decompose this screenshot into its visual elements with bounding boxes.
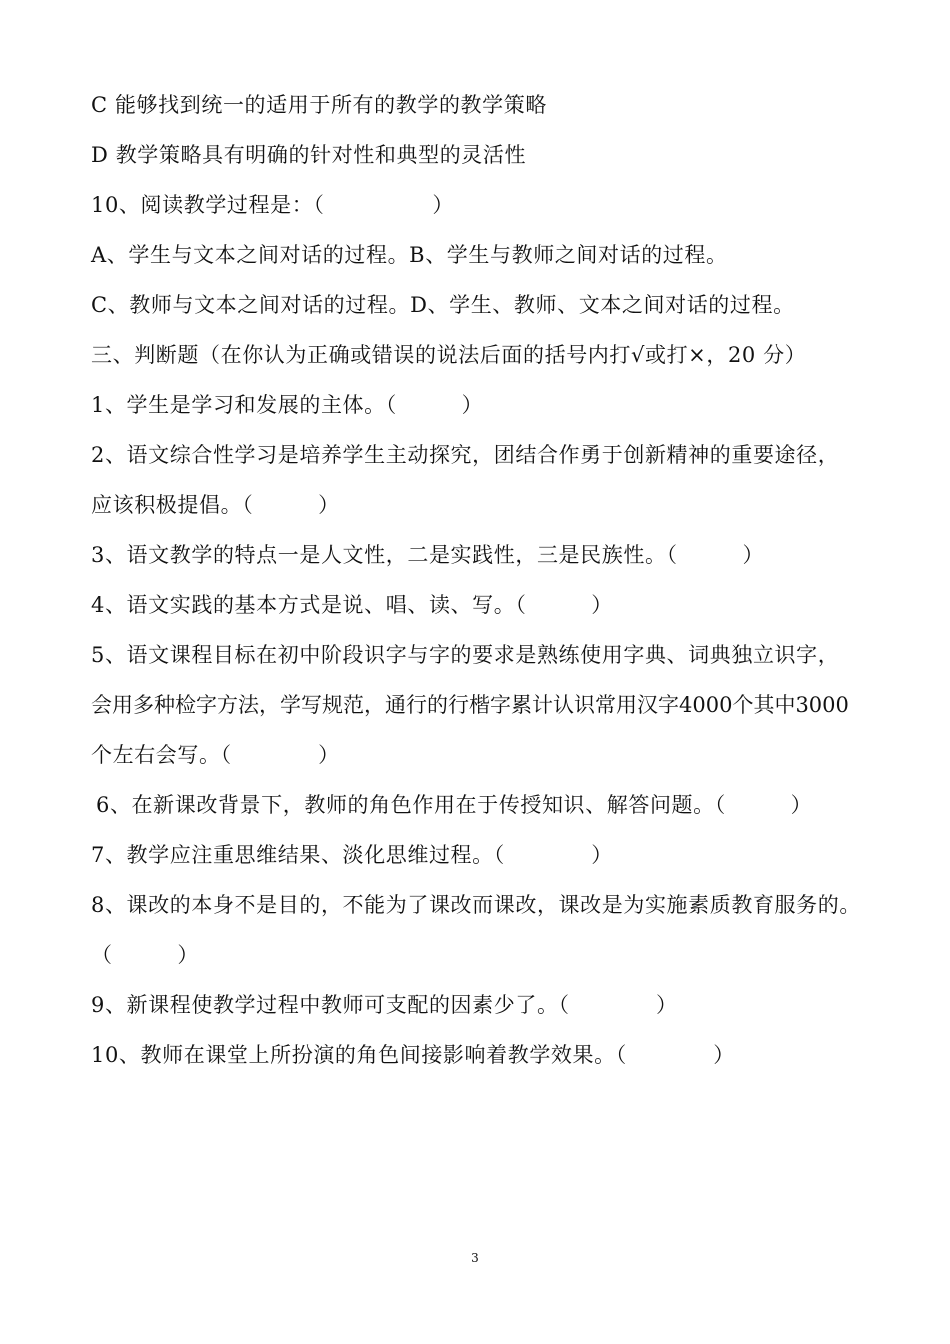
judge-item-4: 4、语文实践的基本方式是说、唱、读、写。（ ） [91, 593, 613, 617]
judge-item-1: 1、学生是学习和发展的主体。（ ） [91, 393, 484, 417]
judge-item-3: 3、语文教学的特点一是人文性，二是实践性，三是民族性。（ ） [91, 543, 765, 567]
option-d-line: D 教学策略具有明确的针对性和典型的灵活性 [91, 143, 527, 167]
judge-item-2-line-2: 应该积极提倡。（ ） [91, 493, 340, 517]
page-number: 3 [471, 1251, 479, 1265]
judge-item-6: 6、在新课改背景下，教师的角色作用在于传授知识、解答问题。（ ） [96, 793, 813, 817]
judge-item-8-line-1: 8、课改的本身不是目的，不能为了课改而课改，课改是为实施素质教育服务的。 [91, 893, 861, 917]
judge-item-9: 9、新课程使教学过程中教师可支配的因素少了。（ ） [91, 993, 678, 1017]
judge-item-8-line-2: （ ） [91, 943, 199, 967]
judge-item-5-line-3: 个左右会写。（ ） [91, 743, 340, 767]
judge-item-5-line-2: 会用多种检字方法，学写规范，通行的行楷字累计认识常用汉字4000个其中3000 [91, 693, 849, 717]
judge-item-10: 10、教师在课堂上所扮演的角色间接影响着教学效果。（ ） [91, 1043, 735, 1067]
question-10-line: 10、阅读教学过程是：（ ） [91, 193, 455, 217]
question-10-options-ab: A、学生与文本之间对话的过程。B、学生与教师之间对话的过程。 [91, 243, 728, 267]
judge-item-2-line-1: 2、语文综合性学习是培养学生主动探究，团结合作勇于创新精神的重要途径， [91, 443, 840, 467]
section-heading-true-false: 三、判断题（在你认为正确或错误的说法后面的括号内打√或打×，20 分） [91, 343, 807, 367]
question-10-options-cd: C、教师与文本之间对话的过程。D、学生、教师、文本之间对话的过程。 [91, 293, 795, 317]
option-c-line: C 能够找到统一的适用于所有的教学的教学策略 [91, 93, 547, 117]
judge-item-7: 7、教学应注重思维结果、淡化思维过程。（ ） [91, 843, 613, 867]
judge-item-5-line-1: 5、语文课程目标在初中阶段识字与字的要求是熟练使用字典、词典独立识字， [91, 643, 840, 667]
